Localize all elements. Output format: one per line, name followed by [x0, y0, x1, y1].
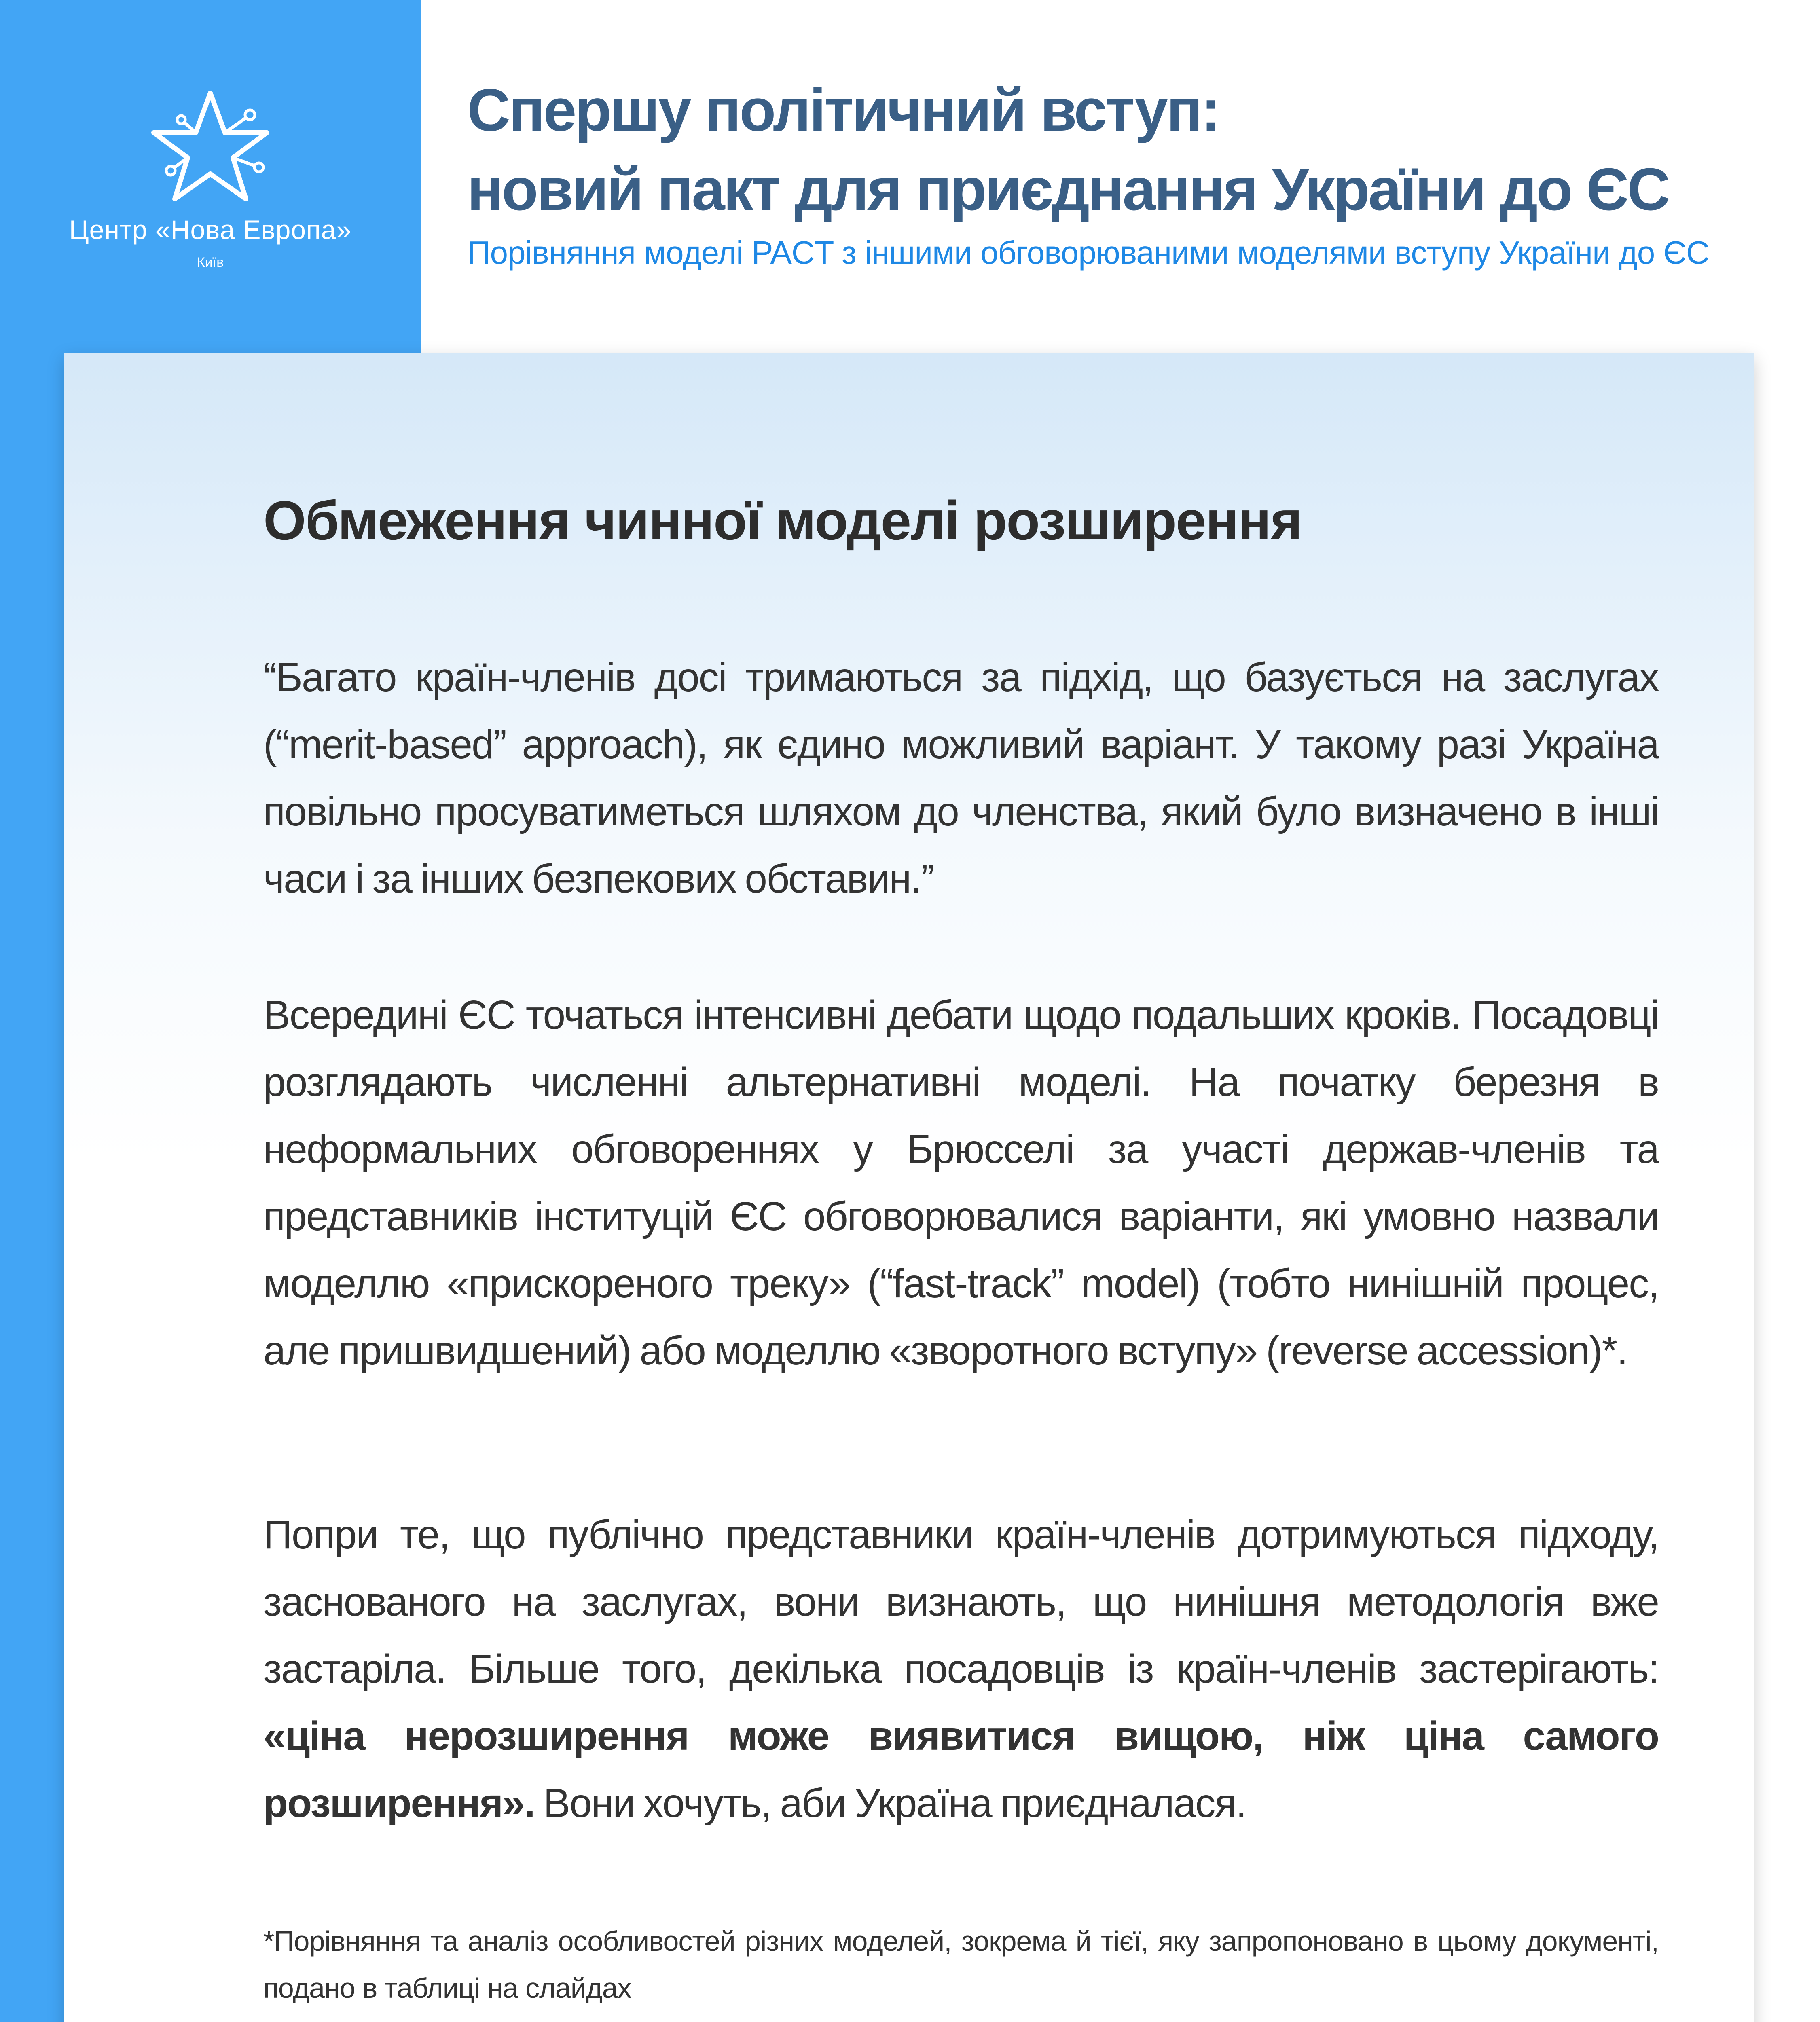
page-title-line-1: Спершу політичний вступ: [467, 77, 1219, 144]
page-header [467, 71, 1782, 273]
conclusion-text-start: Попри те, що публічно представники країн-членів дотримуються підходу, заснованого на заслугах, вони визнають, що нинішня методологія вже застаріла. Більше того, декілька посадовців із країн-членів застерігають: [263, 1512, 1659, 1692]
star-circuit-icon [146, 85, 275, 206]
debate-paragraph: Всередині ЄС точаться інтенсивні дебати щодо подальших кроків. Посадовці розглядають численні альтернативні моделі. На початку березня в неформальних обговореннях у Брюсселі за участі держав-членів та представників інституцій ЄС обговорювалися варіанти, які умовно назвали моделлю «прискореного треку» (“fast-track” model) (тобто нинішній процес, але пришвидшений) або моделлю «зворотного вступу» (reverse accession)*. [263, 992, 1659, 1373]
quote-paragraph: “Багато країн-членів досі тримаються за підхід, що базується на заслугах (“merit-based” approach), як єдино можливий варіант. У такому разі Україна повільно просуватиметься шляхом до членства, який було визначено в інші часи і за інших безпекових обставин.” [263, 655, 1659, 901]
footnote: *Порівняння та аналіз особливостей різних моделей, зокрема й тієї, яку запропоновано в цьому документі, подано в таблиці на слайдах [263, 1925, 1659, 2004]
logo-name: Центр «Нова Европа» [69, 215, 352, 245]
logo-city: Київ [197, 255, 224, 270]
content-card [64, 353, 1754, 2022]
conclusion-text-end: Вони хочуть, аби Україна приєдналася. [534, 1781, 1246, 1826]
section-heading: Обмеження чинної моделі розширення [263, 490, 1302, 551]
conclusion-paragraph [263, 1501, 1659, 1837]
page-subtitle: Порівняння моделі PACT з іншими обговорюваними моделями вступу України до ЄС [467, 235, 1709, 271]
page-title-line-2: новий пакт для приєднання України до ЄС [467, 156, 1669, 223]
conclusion-emphasis: «ціна нерозширення може виявитися вищою, ніж ціна самого розширення». [263, 1713, 1659, 1826]
logo [36, 85, 384, 295]
